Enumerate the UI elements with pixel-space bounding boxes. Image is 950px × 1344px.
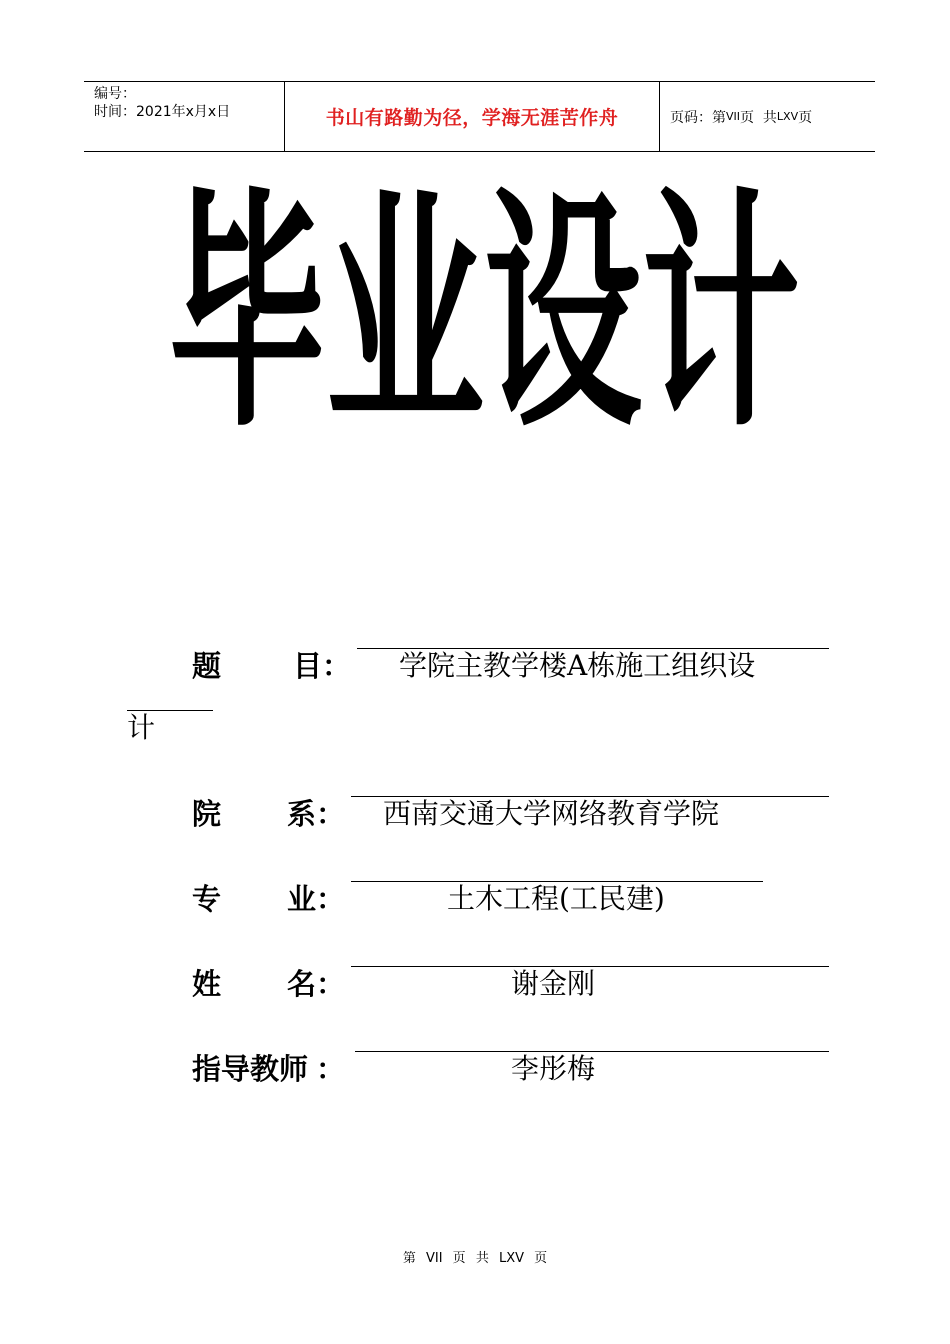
major-label-b: 业 <box>287 882 317 916</box>
document-number-label: 编号： <box>94 86 136 102</box>
name-colon: ： <box>316 967 346 1001</box>
title-char-4: 计 <box>642 167 800 463</box>
name-value: 谢金刚 <box>351 966 829 967</box>
page-total: LXV <box>776 110 799 123</box>
page-current: VII <box>726 110 741 123</box>
page-header <box>84 81 875 152</box>
advisor-value: 李彤梅 <box>355 1051 829 1052</box>
header-motto: 书山有路勤为径，学海无涯苦作舟 <box>285 82 660 151</box>
document-time: 时间：2021年x月x日 <box>94 104 231 120</box>
department-colon: ： <box>316 797 346 831</box>
major-colon: ： <box>316 882 346 916</box>
department-label-b: 系 <box>287 797 317 831</box>
topic-colon: ： <box>322 649 352 683</box>
page-footer: 第 VII 页 共 LXV 页 <box>402 1251 548 1266</box>
advisor-field <box>0 1051 950 1091</box>
department-label-a: 院 <box>192 797 222 831</box>
topic-field <box>0 648 950 748</box>
document-title <box>168 167 800 463</box>
page-mid: 页 共 <box>740 109 777 126</box>
topic-value-line1: 学院主教学楼A栋施工组织设 <box>357 648 829 649</box>
advisor-label: 指导教师 <box>192 1052 309 1086</box>
name-field <box>0 966 950 1006</box>
header-meta <box>84 82 285 151</box>
page-suffix: 页 <box>798 109 813 126</box>
major-field <box>0 881 950 921</box>
topic-label-a: 题 <box>192 649 222 683</box>
name-label-a: 姓 <box>192 967 222 1001</box>
major-label-a: 专 <box>192 882 222 916</box>
topic-value-line2: 计 <box>127 710 213 711</box>
department-field <box>0 796 950 836</box>
title-char-2: 业 <box>326 167 484 463</box>
page-prefix: 页码：第 <box>670 109 726 126</box>
advisor-colon: ： <box>316 1052 346 1086</box>
major-value: 土木工程(工民建) <box>351 881 763 882</box>
name-label-b: 名 <box>287 967 317 1001</box>
title-char-3: 设 <box>484 167 642 463</box>
department-value: 西南交通大学网络教育学院 <box>351 796 829 797</box>
header-page-info <box>660 82 875 151</box>
topic-label-b: 目 <box>293 649 323 683</box>
title-char-1: 毕 <box>168 167 326 463</box>
